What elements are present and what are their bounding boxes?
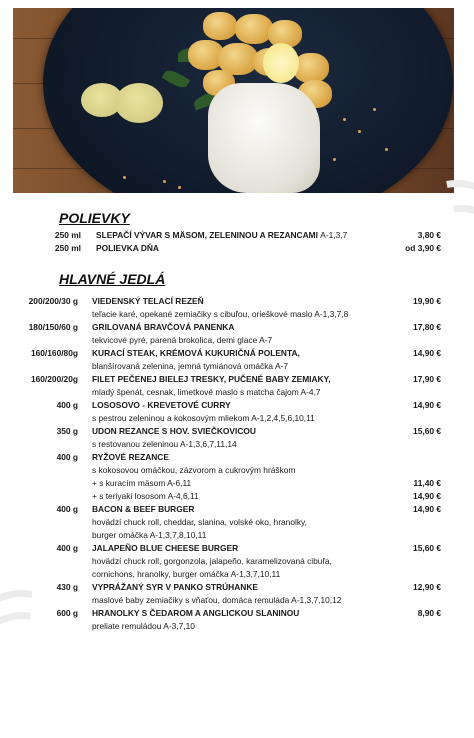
item-name: UDON REZANCE S HOV. SVIEČKOVICOU <box>92 426 256 436</box>
food-photo <box>13 8 454 193</box>
item-price: 14,90 € <box>413 348 441 358</box>
menu-item <box>0 373 474 386</box>
item-quantity: 160/160/80g <box>30 348 78 358</box>
item-quantity: 400 g <box>56 504 78 514</box>
item-quantity: 350 g <box>56 426 78 436</box>
item-name: VIEDENSKÝ TELACÍ REZEŇ <box>92 296 204 306</box>
item-name: BACON & BEEF BURGER <box>92 504 195 514</box>
item-name: JALAPEÑO BLUE CHEESE BURGER <box>92 543 239 553</box>
item-option <box>0 477 474 490</box>
item-quantity: 250 ml <box>54 243 81 253</box>
section-title-soups: POLIEVKY <box>59 210 130 226</box>
item-price: od 3,90 € <box>405 243 441 253</box>
item-price: 12,90 € <box>413 582 441 592</box>
item-price: 15,60 € <box>413 543 441 553</box>
menu-item <box>0 425 474 438</box>
item-name: GRILOVANÁ BRAVČOVÁ PANENKA <box>92 322 235 332</box>
item-quantity: 200/200/30 g <box>28 296 78 306</box>
item-quantity: 250 ml <box>54 230 81 240</box>
menu-item <box>0 321 474 334</box>
option-price: 14,90 € <box>413 491 441 501</box>
item-price: 3,80 € <box>417 230 441 240</box>
item-quantity: 180/150/60 g <box>28 322 78 332</box>
item-description: preliate remuládou A-3,7,10 <box>92 621 195 631</box>
menu-item <box>0 295 474 308</box>
item-name: VYPRÁŽANÝ SYR V PANKO STRÚHANKE <box>92 582 258 592</box>
item-price: 8,90 € <box>417 608 441 618</box>
item-name: SLEPAČÍ VÝVAR S MÄSOM, ZELENINOU A REZANCAMI A-1,3,7 <box>96 230 348 240</box>
item-name: HRANOLKY S ČEDAROM A ANGLICKOU SLANINOU <box>92 608 300 618</box>
item-option <box>0 490 474 503</box>
item-description: hovädzí chuck roll, gorgonzola, jalapeño, karamelizovaná cibuľa, <box>92 556 332 566</box>
menu-item <box>0 581 474 594</box>
menu-item <box>0 347 474 360</box>
menu-item <box>0 607 474 620</box>
item-description: teľacie karé, opekané zemiačiky s cibuľou, orieškové maslo A-1,3,7,8 <box>92 309 349 319</box>
menu-item <box>0 451 474 464</box>
option-price: 11,40 € <box>413 478 441 488</box>
item-description: mladý špenát, cesnak, limetkové maslo s matcha čajom A-4,7 <box>92 387 321 397</box>
item-description: blanšírovaná zelenina, jemná tymiánová omáčka A-7 <box>92 361 288 371</box>
item-quantity: 400 g <box>56 400 78 410</box>
menu-item <box>0 503 474 516</box>
item-description: hovädzí chuck roll, cheddar, slanina, volské oko, hranolky, <box>92 517 307 527</box>
item-name: POLIEVKA DŇA <box>96 243 159 253</box>
item-name: FILET PEČENEJ BIELEJ TRESKY, PUČENÉ BABY ZEMIAKY, <box>92 374 331 384</box>
option-label: + s kuracím mäsom A-6,11 <box>92 478 192 488</box>
item-name: RYŽOVÉ REZANCE <box>92 452 169 462</box>
section-title-main-dishes: HLAVNÉ JEDLÁ <box>59 271 166 287</box>
item-description: s restovanou zeleninou A-1,3,6,7,11,14 <box>92 439 237 449</box>
item-name: KURACÍ STEAK, KRÉMOVÁ KUKURIČNÁ POLENTA, <box>92 348 300 358</box>
item-price: 17,80 € <box>413 322 441 332</box>
item-name: LOSOSOVO - KREVETOVÉ CURRY <box>92 400 231 410</box>
menu-item <box>0 399 474 412</box>
item-price: 17,90 € <box>413 374 441 384</box>
item-description: cornichons, hranolky, burger omáčka A-1,3,7,10,11 <box>92 569 281 579</box>
item-description: s pestrou zeleninou a kokosovým mliekom A-1,2,4,5,6,10,11 <box>92 413 315 423</box>
item-quantity: 400 g <box>56 452 78 462</box>
menu-item <box>0 242 474 255</box>
option-label: + s teriyaki lososom A-4,6,11 <box>92 491 199 501</box>
item-quantity: 430 g <box>56 582 78 592</box>
item-price: 14,90 € <box>413 400 441 410</box>
item-description: maslové baby zemiačiky s vňaťou, domáca remuláda A-1,3,7,10,12 <box>92 595 342 605</box>
item-quantity: 160/200/20g <box>30 374 78 384</box>
item-price: 14,90 € <box>413 504 441 514</box>
item-quantity: 600 g <box>56 608 78 618</box>
item-allergens: A-1,3,7 <box>320 230 348 240</box>
item-price: 15,60 € <box>413 426 441 436</box>
item-description: s kokosovou omáčkou, zázvorom a cukrovým hráškom <box>92 465 296 475</box>
item-price: 19,90 € <box>413 296 441 306</box>
item-quantity: 400 g <box>56 543 78 553</box>
menu-item <box>0 542 474 555</box>
item-description: tekvicové pyré, parená brokolica, demi glace A-7 <box>92 335 273 345</box>
menu-item <box>0 229 474 242</box>
item-description: burger omáčka A-1,3,7,8,10,11 <box>92 530 207 540</box>
